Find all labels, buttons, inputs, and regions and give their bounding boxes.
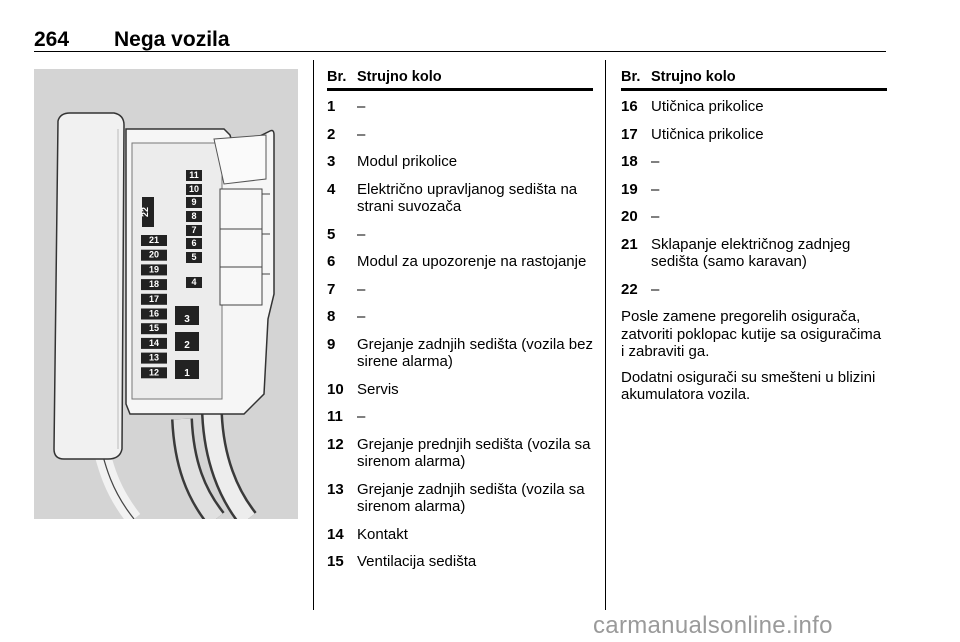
circuit-description: Grejanje prednjih sedišta (vozila sa sirenom alarma) [357, 435, 591, 470]
table-row [621, 153, 887, 171]
fuse-number: 14 [327, 525, 344, 543]
fuse [141, 250, 167, 261]
fuse-label: 17 [148, 293, 160, 304]
fuse [141, 367, 167, 378]
table-row [621, 236, 887, 271]
table-row [327, 153, 593, 171]
fuse-number: 11 [327, 408, 343, 425]
fuse-table-right [621, 66, 887, 412]
table-row [621, 98, 887, 116]
fuse-label: 4 [191, 277, 197, 287]
fuse-label: 20 [148, 249, 160, 260]
circuit-description: – [651, 180, 660, 198]
fuse-number: 13 [327, 480, 344, 498]
table-row [621, 126, 887, 144]
fuse-number: 8 [327, 308, 336, 325]
circuit-description: – [651, 208, 660, 225]
table-row [327, 481, 593, 516]
column-divider [313, 60, 314, 610]
fuse-number: 5 [327, 225, 336, 243]
fuse-label: 8 [191, 211, 197, 221]
fuse-label: 1 [184, 368, 190, 379]
fuse-number: 15 [327, 553, 344, 570]
header-rule [34, 51, 886, 52]
circuit-description: – [357, 98, 366, 115]
circuit-description: Grejanje zadnjih sedišta (vozila bez sirene alarma) [357, 335, 593, 370]
fuse [186, 225, 202, 236]
circuit-description: – [357, 408, 366, 425]
fuse [175, 332, 199, 351]
fuse-label: 12 [148, 367, 160, 378]
fuse-label: 14 [148, 337, 160, 348]
paragraph: Dodatni osigurači su smešteni u blizini akumulatora vozila. [621, 368, 876, 403]
fuse [186, 170, 202, 181]
fuse [175, 306, 199, 325]
fuse-number: 16 [621, 98, 638, 115]
header-circuit: Strujno kolo [357, 69, 442, 85]
fuse-label: 6 [191, 238, 197, 248]
fuse [141, 294, 167, 305]
fuse-number: 2 [327, 125, 336, 143]
circuit-description: Ventilacija sedišta [357, 553, 477, 570]
circuit-description: – [357, 125, 366, 143]
fuse-number: 1 [327, 98, 336, 115]
column-divider [605, 60, 606, 610]
fuse-label: 18 [148, 279, 160, 290]
page-header [0, 0, 960, 60]
circuit-description: Utičnica prikolice [651, 125, 764, 143]
table-row [327, 381, 593, 399]
table-row [327, 526, 593, 544]
table-row [327, 553, 593, 571]
fuse-number: 18 [621, 153, 638, 170]
circuit-description: Grejanje zadnjih sedišta (vozila sa sirenom alarma) [357, 480, 585, 515]
fuse-label: 11 [189, 170, 199, 180]
fuse-number: 4 [327, 180, 336, 198]
fuse-label: 21 [148, 235, 160, 245]
fuse-label: 10 [188, 184, 200, 194]
fuse [141, 264, 167, 275]
table-row [621, 281, 887, 299]
circuit-description: Kontakt [357, 525, 408, 543]
table-row [327, 226, 593, 244]
fuse [186, 197, 202, 208]
fuse-label: 16 [148, 308, 160, 319]
fuse [186, 252, 202, 263]
fuse-label: 9 [191, 197, 197, 207]
paragraph: Posle zamene pregorelih osigurača, zatvoriti poklopac kutije sa osiguračima i zabraviti ga. [621, 308, 882, 360]
table-row [327, 336, 593, 371]
fuse-number: 19 [621, 180, 638, 198]
circuit-description: Sklapanje električnog zadnjeg sedišta (samo karavan) [651, 235, 851, 270]
table-row [327, 281, 593, 299]
fuse [186, 238, 202, 249]
fuse-number: 17 [621, 125, 638, 143]
table-row [327, 126, 593, 144]
header-number: Br. [327, 69, 347, 85]
table-row [621, 181, 887, 199]
table-body [327, 98, 593, 571]
table-row [327, 408, 593, 426]
circuit-description: Električno upravljanog sedišta na strani suvozača [357, 180, 578, 215]
fuse-number: 3 [327, 153, 336, 170]
table-row [327, 181, 593, 216]
fuse [186, 184, 202, 195]
fuse [141, 338, 167, 349]
fuse-box-illustration [34, 69, 298, 519]
table-row [327, 98, 593, 116]
circuit-description: Utičnica prikolice [651, 98, 764, 115]
header-number: Br. [621, 69, 641, 85]
fuse-number: 7 [327, 280, 336, 298]
circuit-description: Modul za upozorenje na rastojanje [357, 253, 587, 270]
fuse-number: 6 [327, 253, 336, 270]
circuit-description: – [357, 225, 366, 243]
fuse [141, 279, 167, 290]
fuse-label: 13 [148, 352, 160, 363]
circuit-description: – [357, 308, 366, 325]
circuit-description: Servis [357, 380, 399, 398]
circuit-description: – [651, 280, 660, 298]
fuse [141, 353, 167, 364]
fuse-number: 20 [621, 208, 638, 225]
section-title: Nega vozila [114, 28, 230, 51]
table-row [327, 308, 593, 326]
fuse [141, 323, 167, 334]
fuse-label: 19 [148, 264, 160, 275]
fuse [141, 309, 167, 320]
fuse-label-22: 22 [140, 206, 150, 218]
table-row [327, 253, 593, 271]
table-row [621, 208, 887, 226]
table-row [327, 436, 593, 471]
fuse-number: 9 [327, 335, 336, 353]
fuse-number: 10 [327, 380, 344, 398]
fuse [175, 360, 199, 379]
table-header [327, 66, 593, 91]
fuse-label: 3 [184, 314, 190, 325]
fuse [186, 211, 202, 222]
relay-group [175, 306, 199, 379]
watermark: carmanualsonline.info [593, 612, 833, 639]
fuse [141, 235, 167, 246]
fuse-label: 2 [184, 340, 190, 351]
fuse-number: 12 [327, 435, 344, 453]
fuse-label: 15 [148, 323, 160, 334]
circuit-description: – [651, 153, 660, 170]
fuse [186, 277, 202, 288]
header-circuit: Strujno kolo [651, 69, 736, 85]
fuse-label: 7 [191, 225, 197, 235]
circuit-description: Modul prikolice [357, 153, 458, 170]
table-header [621, 66, 887, 91]
fuse-table-left [327, 66, 593, 581]
page-number: 264 [34, 28, 70, 51]
table-body [621, 98, 887, 298]
fuse-label: 5 [191, 252, 197, 262]
circuit-description: – [357, 280, 366, 298]
fuse-number: 22 [621, 280, 638, 298]
fuse-number: 21 [621, 235, 638, 253]
